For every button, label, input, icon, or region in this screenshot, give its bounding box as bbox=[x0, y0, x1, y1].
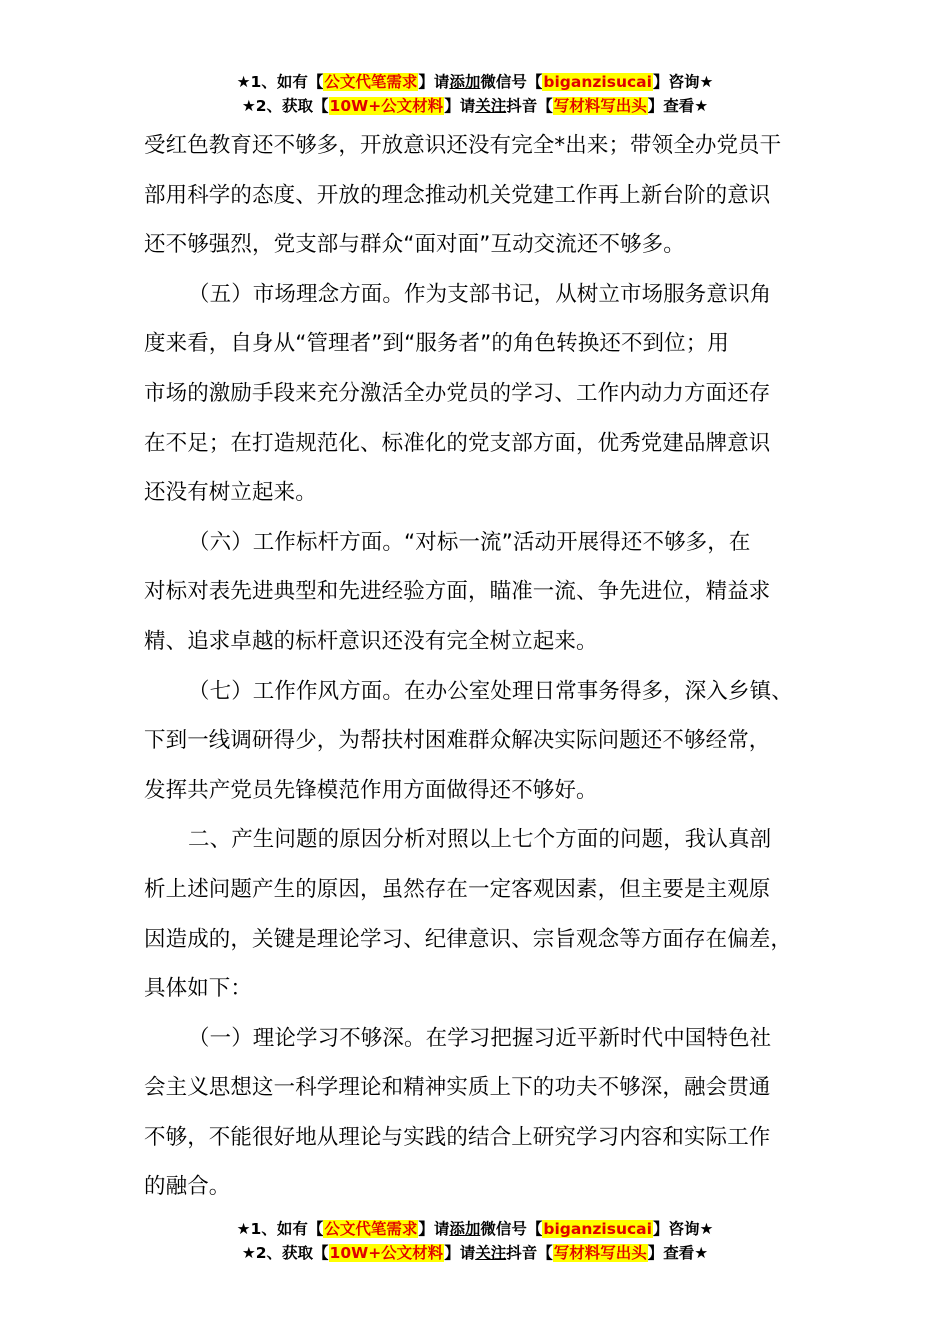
body-line: 受红色教育还不够多，开放意识还没有完全*出来；带领全办党员干 bbox=[144, 133, 782, 158]
banner-line-2: ★2、获取【10W+公文材料】请关注抖音【写材料写出头】查看★ bbox=[241, 1244, 709, 1262]
body-line: 精、追求卓越的标杆意识还没有完全树立起来。 bbox=[144, 628, 598, 654]
header-banner bbox=[0, 70, 950, 118]
body-line: 市场的激励手段来充分激活全办党员的学习、工作内动力方面还存 bbox=[144, 380, 771, 406]
body-line: 下到一线调研得少，为帮扶村困难群众解决实际问题还不够经常， bbox=[144, 728, 771, 754]
banner-line-1: ★1、如有【公文代笔需求】请添加微信号【biganzisucai】咨询★ bbox=[236, 73, 714, 91]
banner-line-2: ★2、获取【10W+公文材料】请关注抖音【写材料写出头】查看★ bbox=[241, 97, 709, 115]
body-line: （五）市场理念方面。作为支部书记，从树立市场服务意识角 bbox=[188, 281, 772, 307]
body-line: （六）工作标杆方面。“对标一流”活动开展得还不够多，在 bbox=[188, 529, 751, 555]
body-line: 部用科学的态度、开放的理念推动机关党建工作再上新台阶的意识 bbox=[144, 182, 771, 208]
body-line: （七）工作作风方面。在办公室处理日常事务得多，深入乡镇、 bbox=[188, 678, 793, 704]
body-line: 不够，不能很好地从理论与实践的结合上研究学习内容和实际工作 bbox=[144, 1124, 771, 1150]
body-line: 还不够强烈，党支部与群众“面对面”互动交流还不够多。 bbox=[144, 232, 685, 258]
document-body bbox=[144, 121, 804, 1212]
body-line: 在不足；在打造规范化、标准化的党支部方面，优秀党建品牌意识 bbox=[144, 430, 771, 456]
body-line: 析上述问题产生的原因，虽然存在一定客观因素，但主要是主观原 bbox=[144, 876, 771, 902]
body-line: 的融合。 bbox=[144, 1174, 231, 1200]
banner-highlight: 10W+公文材料 bbox=[329, 97, 444, 115]
banner-highlight: 写材料写出头 bbox=[553, 97, 647, 115]
banner-line-1: ★1、如有【公文代笔需求】请添加微信号【biganzisucai】咨询★ bbox=[236, 1220, 714, 1238]
body-line: 对标对表先进典型和先进经验方面，瞄准一流、争先进位，精益求 bbox=[144, 579, 771, 605]
banner-highlight: 公文代笔需求 bbox=[324, 1220, 418, 1238]
banner-highlight: 10W+公文材料 bbox=[329, 1244, 444, 1262]
body-line: 还没有树立起来。 bbox=[144, 480, 317, 506]
banner-highlight: 写材料写出头 bbox=[553, 1244, 647, 1262]
banner-highlight: 公文代笔需求 bbox=[324, 73, 418, 91]
body-line: 因造成的，关键是理论学习、纪律意识、宗旨观念等方面存在偏差， bbox=[144, 926, 793, 952]
body-line: 会主义思想这一科学理论和精神实质上下的功夫不够深，融会贯通 bbox=[144, 1075, 771, 1101]
body-line: 二、产生问题的原因分析对照以上七个方面的问题，我认真剖 bbox=[188, 827, 772, 853]
body-line: 发挥共产党员先锋模范作用方面做得还不够好。 bbox=[144, 777, 598, 803]
body-line: （一）理论学习不够深。在学习把握习近平新时代中国特色社 bbox=[188, 1025, 772, 1051]
body-line: 具体如下： bbox=[144, 976, 253, 1002]
body-line: 度来看，自身从“管理者”到“服务者”的角色转换还不到位；用 bbox=[144, 331, 729, 357]
banner-highlight: biganzisucai bbox=[543, 1220, 652, 1238]
footer-banner bbox=[0, 1217, 950, 1265]
banner-highlight: biganzisucai bbox=[543, 73, 652, 91]
